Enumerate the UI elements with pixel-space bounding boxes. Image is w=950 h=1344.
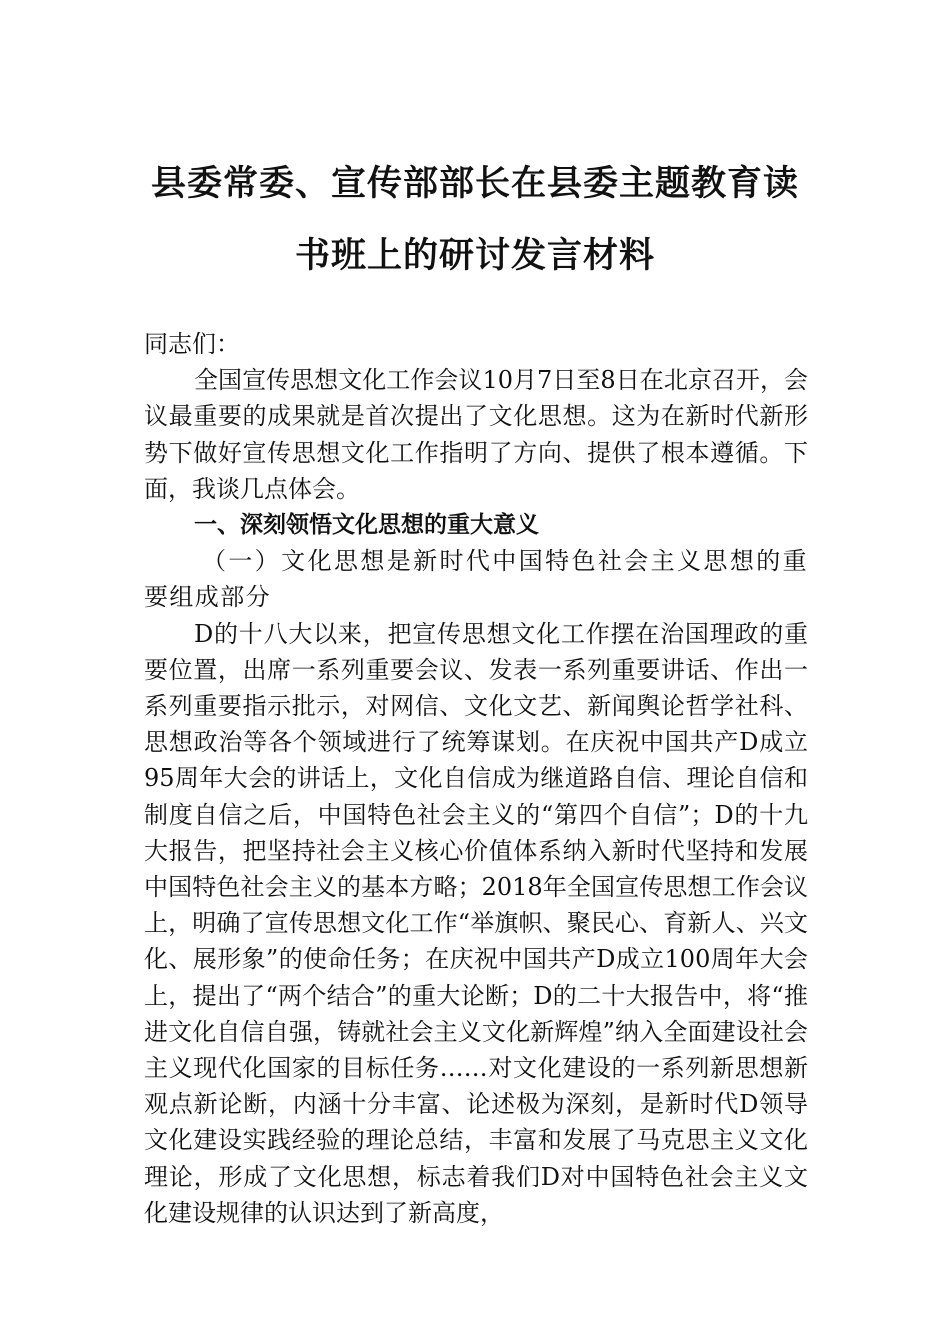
body-paragraph-1: D的十八大以来，把宣传思想文化工作摆在治国理政的重要位置，出席一系列重要会议、发表一系列重要讲话、作出一系列重要指示批示，对网信、文化文艺、新闻舆论哲学社科、思想政治等各个领域进行了统筹谋划。在庆祝中国共产D成立95周年大会的讲话上，文化自信成为继道路自信、理论自信和制度自信之后，中国特色社会主义的“第四个自信”；D的十九大报告，把坚持社会主义核心价值体系纳入新时代坚持和发展中国特色社会主义的基本方略；2018年全国宣传思想工作会议上，明确了宣传思想文化工作“举旗帜、聚民心、育新人、兴文化、展形象”的使命任务；在庆祝中国共产D成立100周年大会上，提出了“两个结合”的重大论断；D的二十大报告中，将“推进文化自信自强，铸就社会主义文化新辉煌”纳入全面建设社会主义现代化国家的目标任务……对文化建设的一系列新思想新观点新论断，内涵十分丰富、论述极为深刻，是新时代D领导文化建设实践经验的理论总结，丰富和发展了马克思主义文化理论，形成了文化思想，标志着我们D对中国特色社会主义文化建设规律的认识达到了新高度， bbox=[144, 619, 808, 1227]
document-title-line-2: 书班上的研讨发言材料 bbox=[294, 236, 655, 276]
document-body bbox=[144, 326, 808, 1231]
section-heading-1: 一、深刻领悟文化思想的重大意义 bbox=[194, 512, 539, 539]
intro-paragraph: 全国宣传思想文化工作会议10月7日至8日在北京召开，会议最重要的成果就是首次提出了文化思想。这为在新时代新形势下做好宣传思想文化工作指明了方向、提供了根本遵循。下面，我谈几点体会。 bbox=[144, 366, 808, 503]
salutation: 同志们： bbox=[144, 330, 240, 358]
subsection-heading-1: （一）文化思想是新时代中国特色社会主义思想的重要组成部分 bbox=[144, 547, 808, 612]
document-title-line-1: 县委常委、宣传部部长在县委主题教育读 bbox=[150, 164, 799, 204]
